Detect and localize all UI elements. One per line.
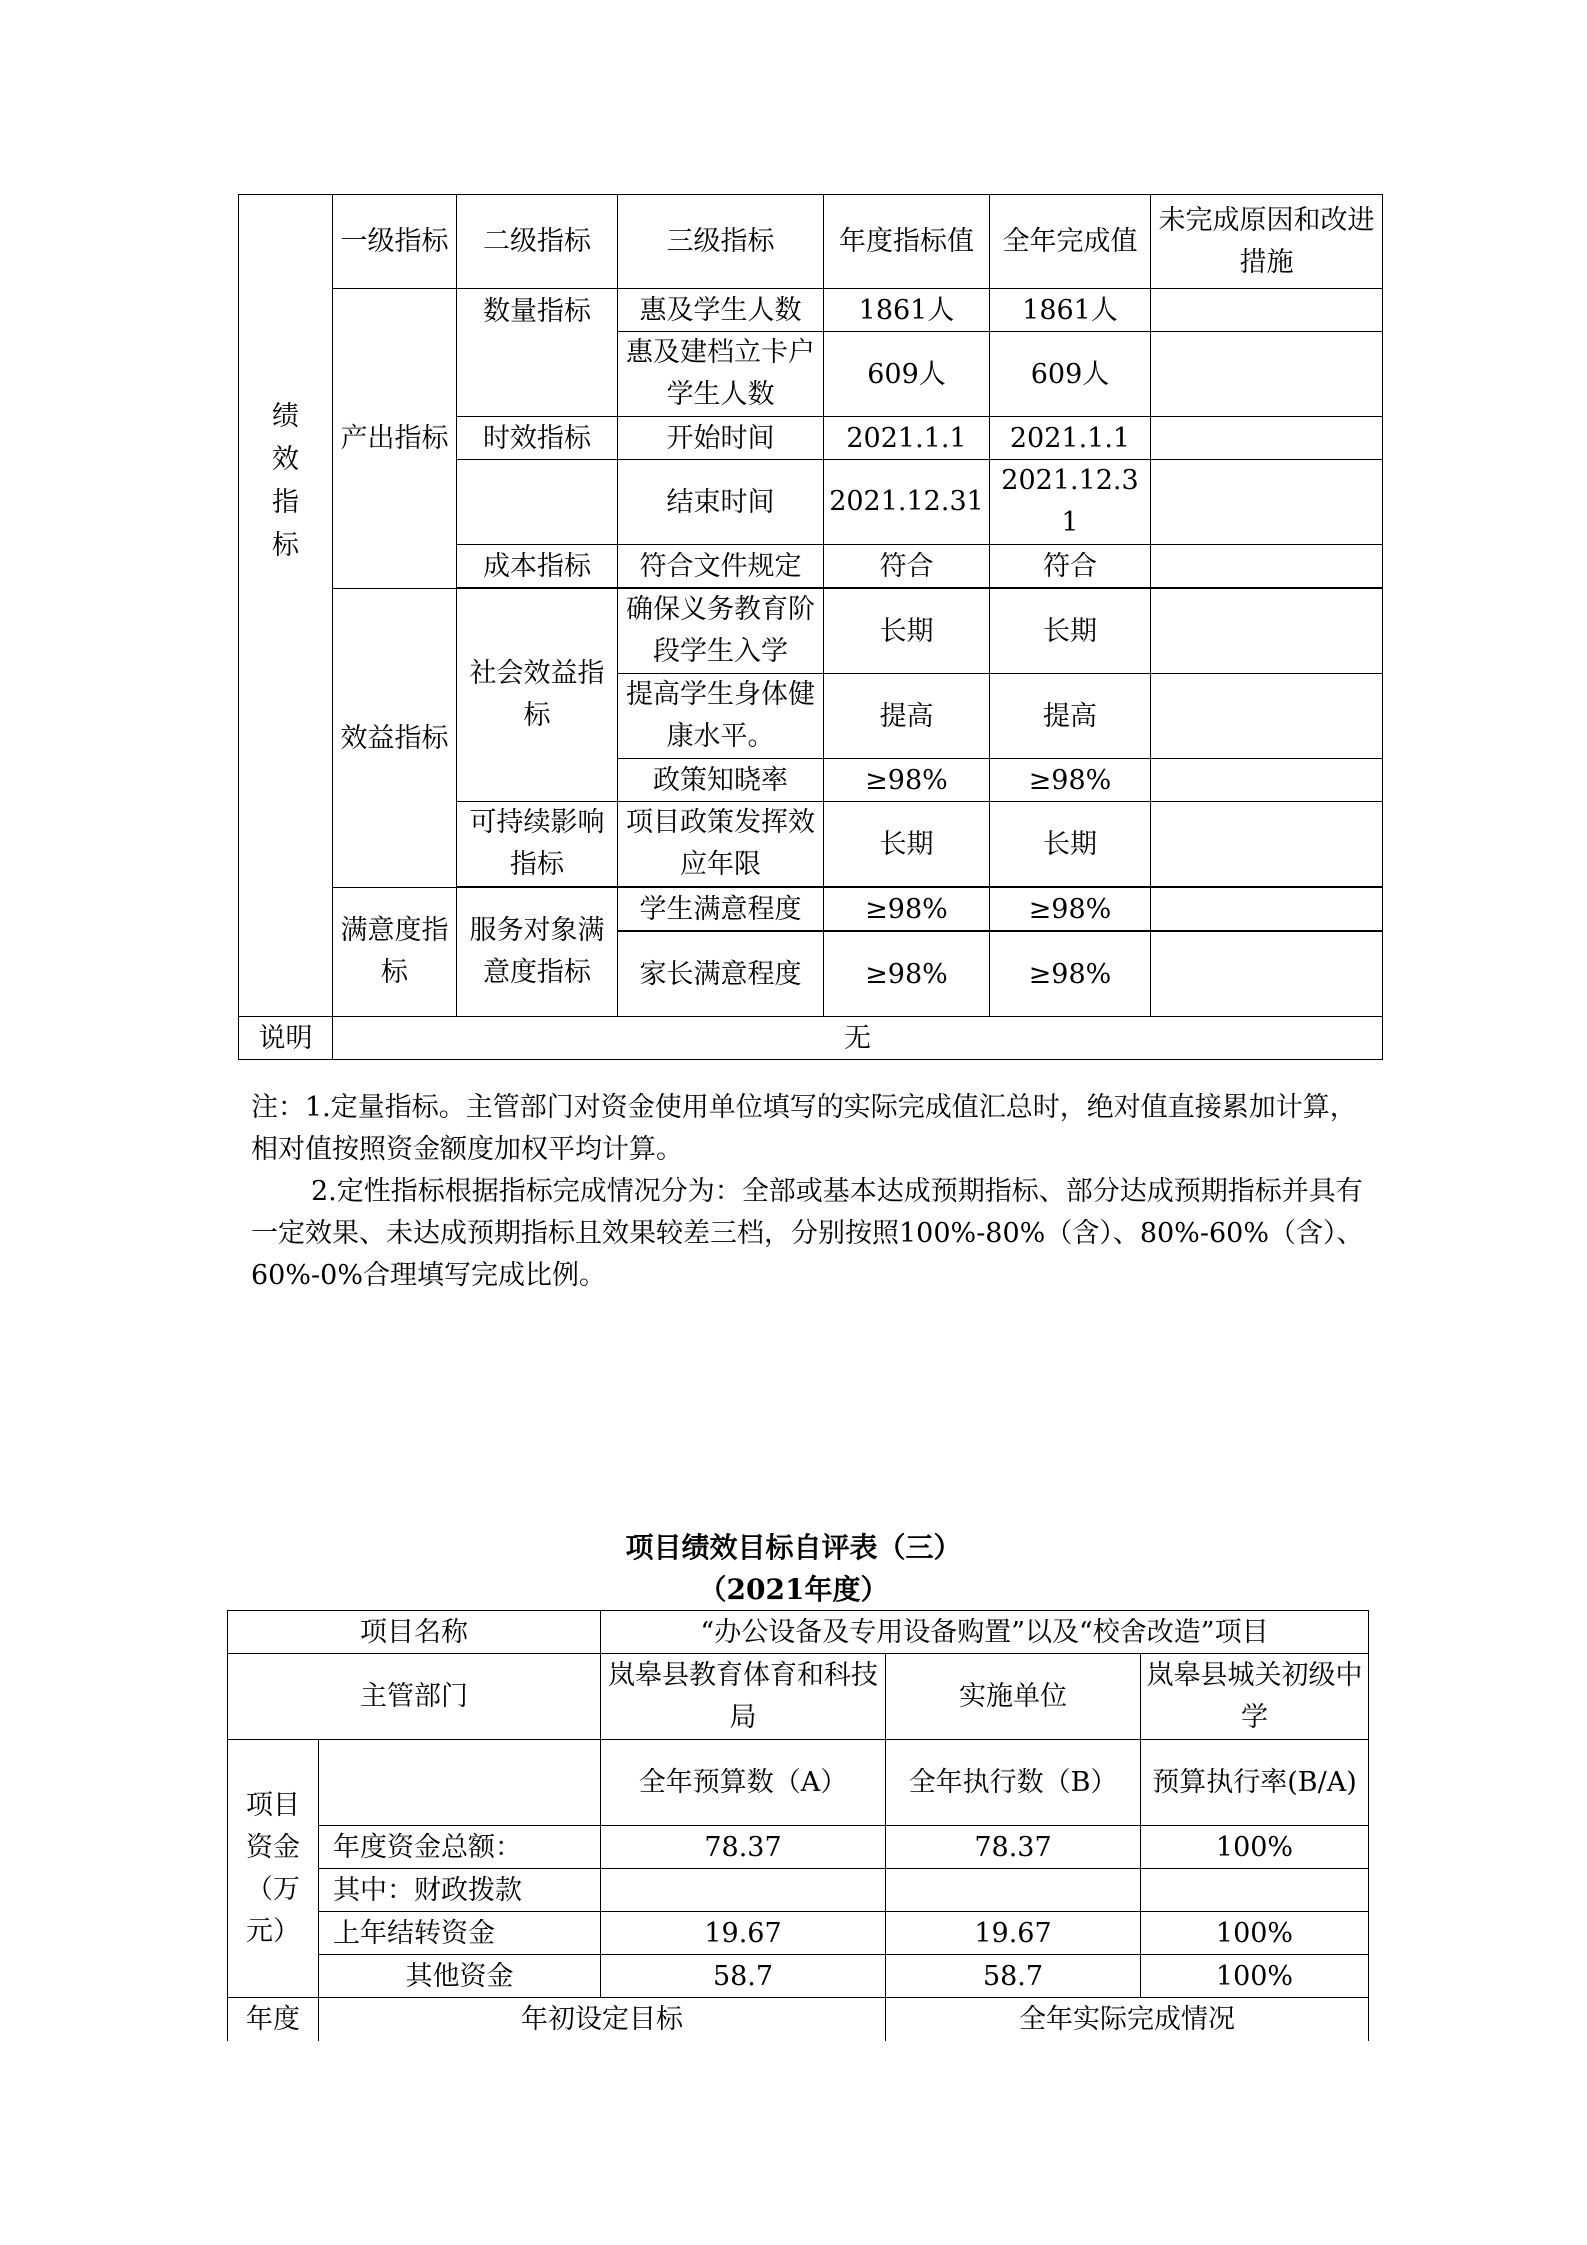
row-actual: ≥98% [990,888,1151,931]
note-label: 说明 [239,1017,333,1060]
row-reason [1151,888,1383,931]
fund-row-rate [1141,1869,1369,1912]
group-output: 产出指标 [333,289,457,589]
project-name-value: “办公设备及专用设备购置”以及“校舍改造”项目 [601,1611,1369,1654]
header-level3: 三级指标 [618,195,824,289]
row-name: 学生满意程度 [618,888,824,931]
note-2: 2.定性指标根据指标完成情况分为：全部或基本达成预期指标、部分达成预期指标并具有一定效果、未达成预期指标且效果较差三档，分别按照100%-80%（含）、80%-60%（含）、60%-0%合理填写完成比例。 [251,1176,1364,1291]
table-title: 项目绩效目标自评表（三） [625,1531,962,1564]
row-actual: 2021.1.1 [990,417,1151,460]
sub-service: 服务对象满意度指标 [457,888,618,1017]
sub-cost: 成本指标 [457,545,618,588]
project-name-label: 项目名称 [228,1611,601,1654]
sub-social: 社会效益指标 [457,589,618,802]
row-target: 长期 [824,589,990,674]
fund-row-b: 58.7 [886,1955,1141,1998]
project-self-evaluation-table [227,1610,1369,2041]
notes [251,1087,1371,1297]
row-target: ≥98% [824,759,990,802]
row-actual: 长期 [990,589,1151,674]
row-target: 2021.12.31 [824,460,990,545]
col-budget: 全年预算数（A） [601,1740,886,1826]
row-actual: 长期 [990,802,1151,887]
row-reason [1151,802,1383,887]
row-name: 开始时间 [618,417,824,460]
sub-timeliness: 时效指标 [457,417,618,460]
fund-row-a: 19.67 [601,1912,886,1955]
fund-row-label: 上年结转资金 [319,1912,601,1955]
goal-label: 年初设定目标 [319,1998,886,2041]
header-level1: 一级指标 [333,195,457,289]
row-actual: 符合 [990,545,1151,588]
row-actual: 提高 [990,674,1151,759]
table-subtitle: （2021年度） [698,1573,889,1606]
funds-header-empty [319,1740,601,1826]
note-value: 无 [333,1017,1383,1060]
dept-label: 主管部门 [228,1654,601,1740]
fund-row-b [886,1869,1141,1912]
row-target: 符合 [824,545,990,588]
sub-quantity: 数量指标 [457,289,618,417]
row-reason [1151,460,1383,545]
actual-label: 全年实际完成情况 [886,1998,1369,2041]
row-target: 提高 [824,674,990,759]
note-1: 注：1.定量指标。主管部门对资金使用单位填写的实际完成值汇总时，绝对值直接累加计算，相对值按照资金额度加权平均计算。 [251,1092,1357,1165]
row-target: 1861人 [824,289,990,332]
performance-indicator-table [238,194,1383,1060]
fund-row-b: 78.37 [886,1826,1141,1869]
fund-row-label: 其中：财政拨款 [319,1869,601,1912]
fund-row-a: 78.37 [601,1826,886,1869]
row-name: 符合文件规定 [618,545,824,588]
impl-value: 岚皋县城关初级中学 [1141,1654,1369,1740]
row-name: 确保义务教育阶段学生入学 [618,589,824,674]
fund-row-label: 年度资金总额： [319,1826,601,1869]
fund-row-a: 58.7 [601,1955,886,1998]
row-actual: ≥98% [990,759,1151,802]
header-reason: 未完成原因和改进措施 [1151,195,1383,289]
dept-value: 岚皋县教育体育和科技局 [601,1654,886,1740]
row-reason [1151,589,1383,674]
group-satisfaction: 满意度指标 [333,888,457,1017]
fund-row-rate: 100% [1141,1826,1369,1869]
header-actual: 全年完成值 [990,195,1151,289]
row-actual: ≥98% [990,932,1151,1017]
row-reason [1151,674,1383,759]
row-target: ≥98% [824,932,990,1017]
row-name: 提高学生身体健康水平。 [618,674,824,759]
row-reason [1151,932,1383,1017]
row-actual: 2021.12.31 [990,460,1151,545]
sub-sustain: 可持续影响指标 [457,802,618,887]
row-name: 家长满意程度 [618,932,824,1017]
row-name: 结束时间 [618,460,824,545]
group-benefit: 效益指标 [333,589,457,888]
row-name: 惠及学生人数 [618,289,824,332]
row-reason [1151,289,1383,332]
fund-row-rate: 100% [1141,1912,1369,1955]
fund-row-label: 其他资金 [319,1955,601,1998]
row-reason [1151,417,1383,460]
row-reason [1151,332,1383,417]
funds-label: 项目资金（万元） [228,1740,319,1998]
col-executed: 全年执行数（B） [886,1740,1141,1826]
year-label: 年度 [228,1998,319,2041]
fund-row-b: 19.67 [886,1912,1141,1955]
fund-row-rate: 100% [1141,1955,1369,1998]
impl-label: 实施单位 [886,1654,1141,1740]
col-rate: 预算执行率(B/A) [1141,1740,1369,1826]
header-level2: 二级指标 [457,195,618,289]
row-target: ≥98% [824,888,990,931]
row-target: 长期 [824,802,990,887]
row-reason [1151,759,1383,802]
row-name: 惠及建档立卡户学生人数 [618,332,824,417]
fund-row-a [601,1869,886,1912]
row-target: 2021.1.1 [824,417,990,460]
row-name: 项目政策发挥效应年限 [618,802,824,887]
sub-timeliness-empty [457,460,618,545]
left-label-performance: 绩效指标 [239,195,333,1017]
row-target: 609人 [824,332,990,417]
row-actual: 1861人 [990,289,1151,332]
row-actual: 609人 [990,332,1151,417]
header-target: 年度指标值 [824,195,990,289]
row-reason [1151,545,1383,588]
row-name: 政策知晓率 [618,759,824,802]
